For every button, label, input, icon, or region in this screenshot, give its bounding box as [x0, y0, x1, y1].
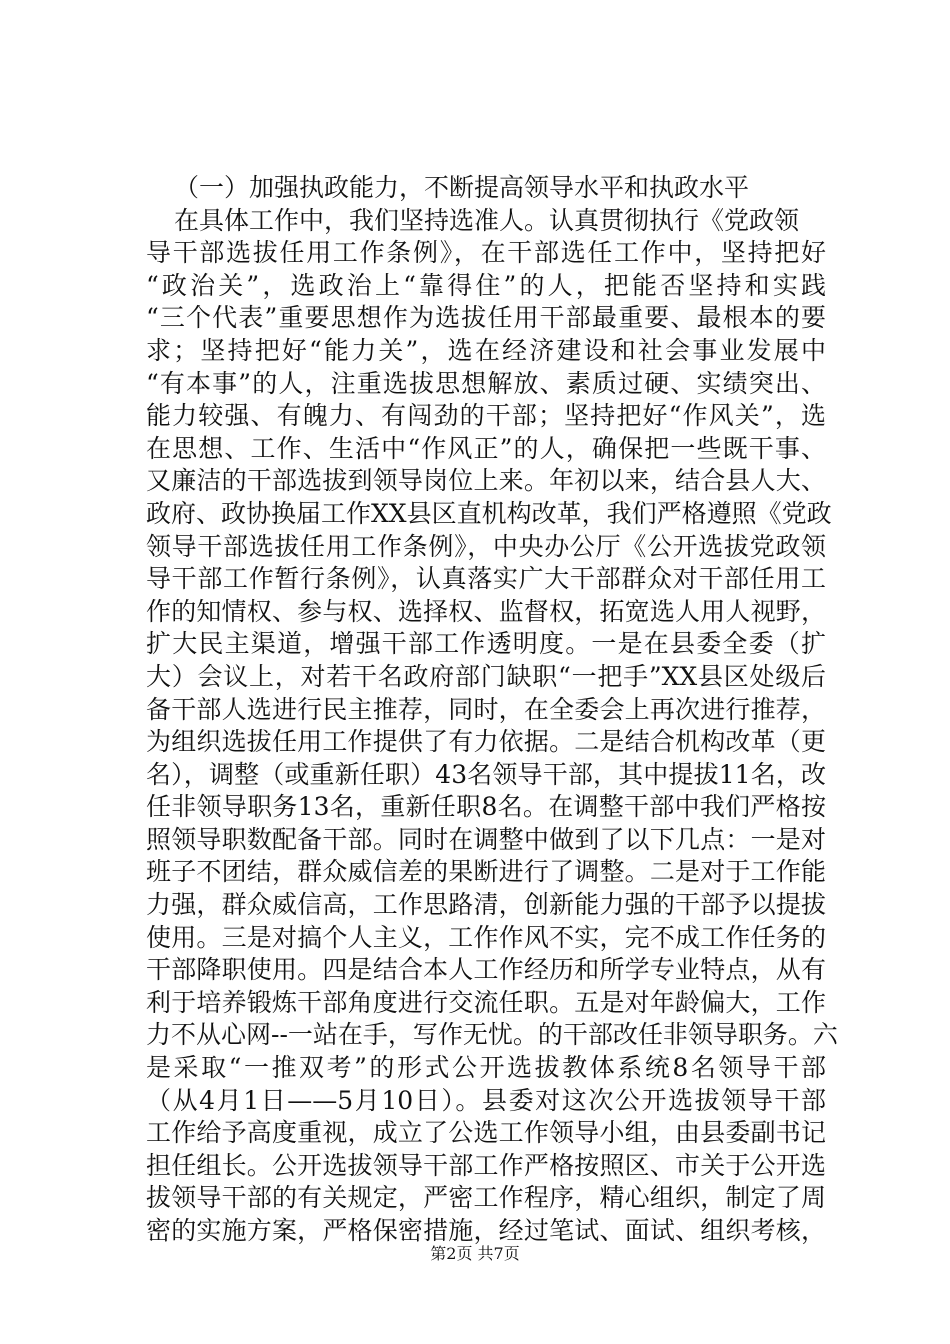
text-line: 利于培养锻炼干部角度进行交流任职。五是对年龄偏大，工作 — [146, 987, 826, 1017]
text-line: 在思想、工作、生活中“作风正”的人，确保把一些既干事、 — [146, 433, 826, 463]
text-line: 为组织选拔任用工作提供了有力依据。二是结合机构改革（更 — [146, 727, 826, 757]
text-line: “三个代表”重要思想作为选拔任用干部最重要、最根本的要 — [146, 303, 826, 333]
text-line: 是采取“一推双考”的形式公开选拔教体系统8名领导干部 — [146, 1053, 826, 1083]
text-line: 领导干部选拔任用工作条例》，中央办公厅《公开选拔党政领 — [146, 531, 826, 561]
document-body — [146, 172, 838, 1248]
text-line: 班子不团结，群众威信差的果断进行了调整。二是对于工作能 — [146, 857, 826, 887]
section-heading: （一）加强执政能力，不断提高领导水平和执政水平 — [174, 173, 750, 202]
text-line: 政府、政协换届工作XX县区直机构改革，我们严格遵照《党政 — [146, 498, 832, 528]
text-line: 力不从心网--一站在手，写作无忧。的干部改任非领导职务。六 — [146, 1020, 838, 1050]
text-line: “有本事”的人，注重选拔思想解放、素质过硬、实绩突出、 — [146, 368, 826, 398]
text-line: 照领导职数配备干部。同时在调整中做到了以下几点：一是对 — [146, 824, 826, 854]
text-line: 导干部选拔任用工作条例》，在干部选任工作中，坚持把好 — [146, 238, 826, 268]
text-line: 名），调整（或重新任职）43名领导干部，其中提拔11名，改 — [146, 759, 826, 789]
text-line: （从4月1日——5月10日）。县委对这次公开选拔领导干部 — [146, 1085, 826, 1115]
text-line: 拔领导干部的有关规定，严密工作程序，精心组织，制定了周 — [146, 1183, 826, 1213]
text-line: 工作给予高度重视，成立了公选工作领导小组，由县委副书记 — [146, 1118, 826, 1148]
text-line: 担任组长。公开选拔领导干部工作严格按照区、市关于公开选 — [146, 1150, 826, 1180]
page-number: 第2页 共7页 — [430, 1244, 520, 1263]
paragraph — [146, 205, 838, 1248]
text-line: 扩大民主渠道，增强干部工作透明度。一是在县委全委（扩 — [146, 629, 826, 659]
text-line: 又廉洁的干部选拔到领导岗位上来。年初以来，结合县人大、 — [146, 466, 826, 496]
text-line: 大）会议上，对若干名政府部门缺职“一把手”XX县区处级后 — [146, 661, 826, 691]
text-line: “政治关”，选政治上“靠得住”的人，把能否坚持和实践 — [146, 270, 826, 300]
text-line: 任非领导职务13名，重新任职8名。在调整干部中我们严格按 — [146, 792, 826, 822]
text-line: 干部降职使用。四是结合本人工作经历和所学专业特点，从有 — [146, 955, 826, 985]
text-line: 在具体工作中，我们坚持选准人。认真贯彻执行《党政领 — [174, 205, 800, 235]
text-line: 求；坚持把好“能力关”，选在经济建设和社会事业发展中 — [146, 335, 826, 365]
text-line: 作的知情权、参与权、选择权、监督权，拓宽选人用人视野， — [146, 596, 826, 626]
text-line: 备干部人选进行民主推荐，同时，在全委会上再次进行推荐， — [146, 694, 826, 724]
text-line: 力强，群众威信高，工作思路清，创新能力强的干部予以提拔 — [146, 890, 826, 920]
text-line: 能力较强、有魄力、有闯劲的干部；坚持把好“作风关”，选 — [146, 401, 826, 431]
text-line: 导干部工作暂行条例》，认真落实广大干部群众对干部任用工 — [146, 564, 826, 594]
text-line: 使用。三是对搞个人主义，工作作风不实，完不成工作任务的 — [146, 922, 826, 952]
text-line: 密的实施方案，严格保密措施，经过笔试、面试、组织考核， — [146, 1216, 826, 1245]
